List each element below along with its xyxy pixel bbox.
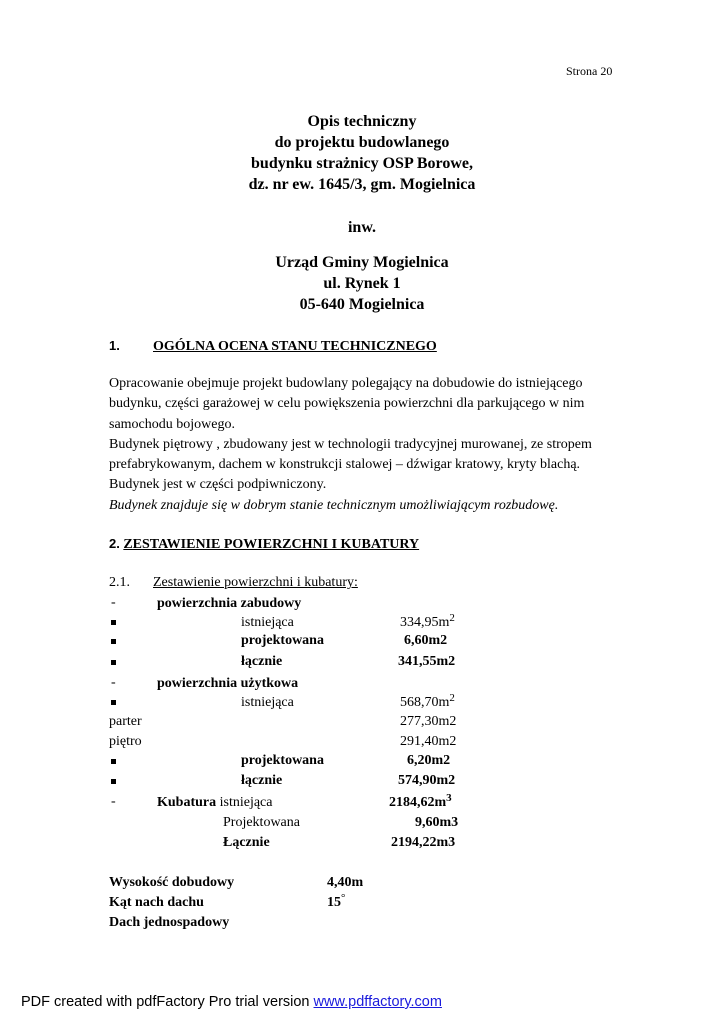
section-1-body [109,374,592,516]
section-number: 1. [109,338,120,353]
bullet-icon [111,759,116,764]
document-title [0,111,724,195]
kubatura-lacznie-value: 2194,22m3 [391,835,456,850]
title-line: dz. nr ew. 1645/3, gm. Mogielnica [248,176,476,193]
kubatura-istniejaca-row [157,793,273,813]
bullet-icon [111,700,116,705]
investor-line: ul. Rynek 1 [323,275,401,292]
paragraph-line: prefabrykowanym, dachem w konstrukcji stalowej – dźwigar kratowy, kryty blachą. [109,457,581,473]
uzytkowa-istniejaca-label: istniejąca [241,695,294,710]
section-2-heading [109,536,419,553]
uzytkowa-projektowana-value: 6,20m2 [407,753,451,768]
dash-marker: - [111,675,116,690]
kubatura-istniejaca-value [389,793,452,813]
investor-label [0,217,724,238]
zabudowy-istniejaca-label: istniejąca [241,615,294,630]
kubatura-istniejaca-label: istniejąca [219,795,273,810]
paragraph-line-italic: Budynek znajduje się w dobrym stanie technicznym umożliwiającym rozbudowę. [109,497,559,513]
uzytkowa-projektowana-label: projektowana [241,753,324,768]
paragraph-line: Budynek piętrowy , zbudowany jest w technologii tradycyjnej murowanej, ze stropem [109,436,592,452]
parter-value: 277,30m2 [400,714,457,729]
uzytkowa-lacznie-label: łącznie [241,773,283,788]
superscript: 2 [449,612,455,624]
kubatura-label: Kubatura [157,795,217,810]
pdffactory-link[interactable]: www.pdffactory.com [313,994,442,1010]
paragraph-line: samochodu bojowego. [109,416,235,432]
degree-symbol: ° [341,892,346,904]
section-title: OGÓLNA OCENA STANU TECHNICZNEGO [153,339,437,354]
kat-label: Kąt nach dachu [109,895,204,910]
parter-label: parter [109,714,142,729]
investor-line: 05-640 Mogielnica [299,296,425,313]
bullet-icon [111,660,116,665]
kubatura-projektowana-label: Projektowana [223,815,300,830]
title-line: budynku strażnicy OSP Borowe, [251,155,473,172]
dash-marker: - [111,595,116,610]
paragraph-line: Opracowanie obejmuje projekt budowlany polegający na dobudowie do istniejącego [109,376,583,391]
zabudowy-lacznie-label: łącznie [241,654,283,669]
footer-text: PDF created with pdfFactory Pro trial version [21,994,314,1010]
subsection-number: 2.1. [109,575,130,590]
subsection-title: Zestawienie powierzchni i kubatury: [153,575,358,590]
zabudowy-projektowana-value: 6,60m2 [404,633,448,648]
paragraph-line: budynku, części garażowej w celu powiększenia powierzchni dla parkującego w nim [109,396,585,412]
kubatura-projektowana-value: 9,60m3 [415,815,459,830]
pietro-value: 291,40m2 [400,734,457,749]
dach-label: Dach jednospadowy [109,915,230,930]
kat-value [327,893,345,913]
page-number: Strona 20 [566,64,613,78]
value-text: 2184,62m [389,795,447,810]
bullet-icon [111,620,116,625]
value-text: 334,95m [400,615,450,630]
uzytkowa-istniejaca-value [400,693,455,713]
zabudowy-label: powierzchnia zabudowy [157,596,302,611]
zabudowy-lacznie-value: 341,55m2 [398,654,456,669]
bullet-icon [111,779,116,784]
value-text: 15 [327,895,341,910]
title-line: Opis techniczny [307,113,417,130]
bullet-icon [111,639,116,644]
uzytkowa-label: powierzchnia użytkowa [157,676,299,691]
wysokosc-value: 4,40m [327,875,364,890]
title-line: do projektu budowlanego [274,134,450,151]
superscript: 3 [446,792,452,804]
section-1-heading [109,338,437,355]
zabudowy-projektowana-label: projektowana [241,633,324,648]
uzytkowa-lacznie-value: 574,90m2 [398,773,456,788]
pietro-label: piętro [109,734,142,749]
investor-line: Urząd Gminy Mogielnica [275,254,449,271]
paragraph-line: Budynek jest w części podpiwniczony. [109,477,327,493]
section-number: 2. [109,536,120,551]
zabudowy-istniejaca-value [400,613,455,633]
value-text: 568,70m [400,695,450,710]
wysokosc-label: Wysokość dobudowy [109,875,235,890]
investor-label-text: inw. [347,219,376,236]
investor-block [0,252,724,315]
kubatura-lacznie-label: Łącznie [223,835,270,850]
pdf-footer [21,994,442,1010]
section-title: ZESTAWIENIE POWIERZCHNI I KUBATURY [123,537,420,552]
superscript: 2 [449,692,455,704]
dash-marker: - [111,794,116,809]
